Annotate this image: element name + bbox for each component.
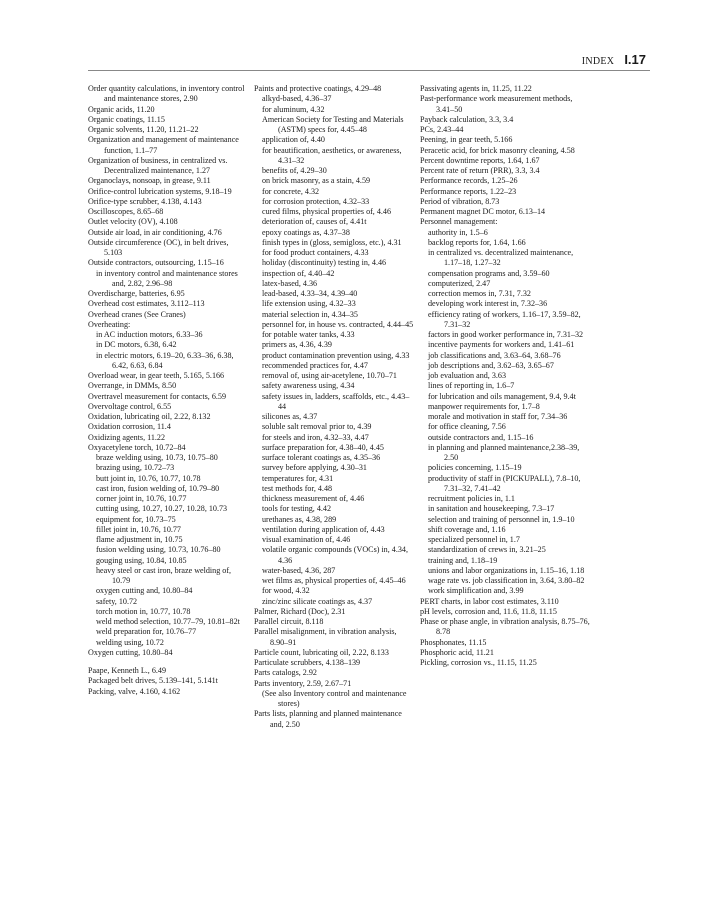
index-column-1 — [88, 84, 248, 697]
index-subentry: wet films as, physical properties of, 4.45–46 — [262, 576, 406, 585]
index-subentry: butt joint in, 10.76, 10.77, 10.78 — [96, 473, 201, 483]
index-subentry: factors in good worker performance in, 7.31–32 — [428, 330, 584, 339]
index-entry: Oscilloscopes, 8.65–68 — [88, 207, 164, 216]
index-subentry: for concrete, 4.32 — [262, 186, 320, 196]
index-entry: Percent rate of return (PRR), 3.3, 3.4 — [420, 166, 540, 175]
index-entry: Overhead cranes (See Cranes) — [88, 309, 186, 319]
index-subentry: weld method selection, 10.77–79, 10.81–82t — [96, 617, 240, 626]
index-entry: Passivating agents in, 11.25, 11.22 — [420, 84, 532, 93]
index-entry: Performance reports, 1.22–23 — [420, 186, 517, 196]
index-subentry: computerized, 2.47 — [428, 278, 491, 288]
index-subentry: in sanitation and housekeeping, 7.3–17 — [428, 504, 555, 514]
index-subentry: job classifications and, 3.63–64, 3.68–76 — [428, 350, 561, 360]
index-subentry: cured films, physical properties of, 4.46 — [262, 207, 392, 216]
index-subentry: brazing using, 10.72–73 — [96, 463, 175, 473]
index-subentry: surface tolerant coatings as, 4.35–36 — [262, 453, 381, 462]
index-subentry: fillet joint in, 10.76, 10.77 — [96, 524, 181, 534]
header-rule — [88, 70, 650, 71]
index-subentry: productivity of staff in (PICKUPALL), 7.8–10, 7.31–32, 7.41–42 — [428, 473, 581, 493]
index-subentry: manpower requirements for, 1.7–8 — [428, 401, 540, 411]
index-entry: Phosphoric acid, 11.21 — [420, 647, 494, 657]
index-entry: Pickling, corrosion vs., 11.15, 11.25 — [420, 658, 537, 667]
index-entry: Particle count, lubricating oil, 2.22, 8.133 — [254, 647, 389, 657]
index-subentry: in planning and planned maintenance,2.38–39, 2.50 — [428, 442, 580, 462]
index-entry: Overrange, in DMMs, 8.50 — [88, 381, 177, 391]
index-entry: Percent downtime reports, 1.64, 1.67 — [420, 155, 540, 165]
index-column-3 — [420, 84, 590, 668]
index-subentry: water-based, 4.36, 287 — [262, 565, 336, 575]
index-entry: Period of vibration, 8.73 — [420, 196, 500, 206]
index-subentry: weld preparation for, 10.76–77 — [96, 627, 197, 637]
index-entry: Permanent magnet DC motor, 6.13–14 — [420, 207, 546, 216]
index-subentry: fusion welding using, 10.73, 10.76–80 — [96, 545, 221, 555]
index-subentry: volatile organic compounds (VOCs) in, 4.34, 4.36 — [262, 545, 408, 565]
index-subentry: primers as, 4.36, 4.39 — [262, 340, 332, 350]
index-subentry: for wood, 4.32 — [262, 586, 310, 596]
index-subentry: cast iron, fusion welding of, 10.79–80 — [96, 483, 220, 493]
index-entry: Overvoltage control, 6.55 — [88, 401, 172, 411]
index-subentry: braze welding using, 10.73, 10.75–80 — [96, 453, 218, 462]
index-entry: PERT charts, in labor cost estimates, 3.110 — [420, 596, 559, 606]
index-subentry: alkyd-based, 4.36–37 — [262, 94, 332, 104]
index-subentry: welding using, 10.72 — [96, 637, 164, 647]
index-subentry: recruitment policies in, 1.1 — [428, 494, 515, 503]
index-subentry: training and, 1.18–19 — [428, 555, 498, 565]
header-index-label: INDEX — [581, 56, 615, 67]
index-entry: Parts inventory, 2.59, 2.67–71 — [254, 678, 352, 688]
index-entry: Paape, Kenneth L., 6.49 — [88, 666, 166, 675]
index-subentry: urethanes as, 4.38, 289 — [262, 514, 337, 524]
index-subentry: for food product containers, 4.33 — [262, 248, 369, 257]
index-subentry: in inventory control and maintenance stores and, 2.82, 2.96–98 — [96, 268, 238, 288]
index-entry: Overdischarge, batteries, 6.95 — [88, 289, 185, 298]
index-subentry: ventilation during application of, 4.43 — [262, 524, 385, 534]
index-subentry: job descriptions and, 3.62–63, 3.65–67 — [428, 360, 554, 370]
index-entry: Organization and management of maintenance function, 1.1–77 — [88, 135, 239, 155]
index-subentry: specialized personnel in, 1.7 — [428, 535, 520, 544]
index-entry: Packing, valve, 4.160, 4.162 — [88, 686, 181, 696]
index-subentry: developing work interest in, 7.32–36 — [428, 299, 548, 309]
index-entry: Oxygen cutting, 10.80–84 — [88, 647, 173, 657]
running-header — [582, 52, 646, 67]
index-subentry: corner joint in, 10.76, 10.77 — [96, 494, 187, 503]
index-subentry: on brick masonry, as a stain, 4.59 — [262, 176, 371, 186]
index-subentry: cutting using, 10.27, 10.27, 10.28, 10.73 — [96, 504, 228, 514]
index-entry: Oxidizing agents, 11.22 — [88, 432, 166, 442]
index-entry: Peracetic acid, for brick masonry cleaning, 4.58 — [420, 145, 575, 155]
index-entry: Phosphonates, 11.15 — [420, 637, 487, 647]
index-subentry: personnel for, in house vs. contracted, 4.44–45 — [262, 319, 414, 329]
index-entry: Organic coatings, 11.15 — [88, 114, 165, 124]
index-subentry: outside contractors and, 1.15–16 — [428, 432, 534, 442]
index-entry: Organic acids, 11.20 — [88, 104, 155, 114]
index-entry: Paints and protective coatings, 4.29–48 — [254, 84, 382, 93]
page-number: I.17 — [624, 52, 646, 67]
index-entry: Oxyacetylene torch, 10.72–84 — [88, 442, 186, 452]
index-entry: Outside contractors, outsourcing, 1.15–16 — [88, 258, 224, 268]
index-subentry: for beautification, aesthetics, or awareness, 4.31–32 — [262, 145, 402, 165]
index-subentry: torch motion in, 10.77, 10.78 — [96, 606, 191, 616]
index-entry: Overheating: — [88, 319, 131, 329]
index-subentry: test methods for, 4.48 — [262, 483, 333, 493]
index-entry: Palmer, Richard (Doc), 2.31 — [254, 606, 346, 616]
index-subentry: silicones as, 4.37 — [262, 412, 318, 421]
index-entry: Organization of business, in centralized vs. Decentralized maintenance, 1.27 — [88, 155, 228, 175]
index-entry: Organic solvents, 11.20, 11.21–22 — [88, 125, 199, 134]
index-subentry: for corrosion protection, 4.32–33 — [262, 196, 370, 206]
index-subentry: soluble salt removal prior to, 4.39 — [262, 422, 372, 432]
index-entry: pH levels, corrosion and, 11.6, 11.8, 11.15 — [420, 606, 557, 616]
index-subentry: recommended practices for, 4.47 — [262, 360, 368, 370]
index-subentry: correction memos in, 7.31, 7.32 — [428, 289, 531, 298]
index-entry: Outlet velocity (OV), 4.108 — [88, 217, 178, 227]
index-subentry: zinc/zinc silicate coatings as, 4.37 — [262, 596, 373, 606]
index-entry: Payback calculation, 3.3, 3.4 — [420, 114, 514, 124]
index-subentry: safety issues in, ladders, scaffolds, etc., 4.43–44 — [262, 391, 410, 411]
index-subentry: latex-based, 4.36 — [262, 278, 318, 288]
index-subentry: morale and motivation in staff for, 7.34–36 — [428, 412, 568, 421]
index-subentry: thickness measurement of, 4.46 — [262, 494, 365, 503]
index-entry: Overload wear, in gear teeth, 5.165, 5.166 — [88, 371, 225, 380]
index-subentry: policies concerning, 1.15–19 — [428, 463, 522, 473]
index-entry: Overhead cost estimates, 3.112–113 — [88, 299, 205, 309]
index-entry: Outside air load, in air conditioning, 4.76 — [88, 227, 222, 237]
index-subentry: shift coverage and, 1.16 — [428, 524, 506, 534]
index-subentry: authority in, 1.5–6 — [428, 227, 488, 237]
index-subentry: application of, 4.40 — [262, 135, 325, 145]
index-entry: Packaged belt drives, 5.139–141, 5.141t — [88, 676, 218, 686]
index-subentry: wage rate vs. job classification in, 3.64, 3.80–82 — [428, 576, 585, 585]
index-subentry: oxygen cutting and, 10.80–84 — [96, 586, 193, 596]
index-subentry: backlog reports for, 1.64, 1.66 — [428, 237, 526, 247]
index-subentry: tools for testing, 4.42 — [262, 504, 332, 514]
index-subentry: compensation programs and, 3.59–60 — [428, 268, 550, 278]
index-entry: Parts catalogs, 2.92 — [254, 668, 317, 678]
index-entry: Orifice-type scrubber, 4.138, 4.143 — [88, 196, 202, 206]
index-entry: Overtravel measurement for contacts, 6.59 — [88, 391, 226, 401]
index-subentry: incentive payments for workers and, 1.41–61 — [428, 340, 575, 350]
index-entry: Past-performance work measurement methods, 3.41–50 — [420, 94, 573, 114]
index-subentry: inspection of, 4.40–42 — [262, 268, 335, 278]
index-subentry: work simplification and, 3.99 — [428, 586, 524, 596]
index-subentry: job evaluation and, 3.63 — [428, 371, 506, 380]
index-subentry: standardization of crews in, 3.21–25 — [428, 545, 546, 555]
index-entry: Parts lists, planning and planned maintenance and, 2.50 — [254, 709, 402, 729]
index-subentry: selection and training of personnel in, 1.9–10 — [428, 514, 575, 524]
index-entry: Orifice-control lubrication systems, 9.18–19 — [88, 186, 232, 196]
index-subentry: for potable water tanks, 4.33 — [262, 330, 355, 339]
index-entry: Oxidation corrosion, 11.4 — [88, 422, 171, 432]
index-entry: Parallel misalignment, in vibration analysis, 8.90–91 — [254, 627, 397, 647]
index-entry: Peening, in gear teeth, 5.166 — [420, 135, 513, 145]
index-subentry: lines of reporting in, 1.6–7 — [428, 381, 515, 391]
index-subentry: benefits of, 4.29–30 — [262, 166, 327, 175]
index-subentry: epoxy coatings as, 4.37–38 — [262, 227, 350, 237]
index-subentry: surface preparation for, 4.38–40, 4.45 — [262, 442, 384, 452]
index-subentry: temperatures for, 4.31 — [262, 473, 334, 483]
index-subentry: for lubrication and oils management, 9.4, 9.4t — [428, 391, 576, 401]
index-subentry: for steels and iron, 4.32–33, 4.47 — [262, 432, 369, 442]
index-subentry: flame adjustment in, 10.75 — [96, 535, 183, 544]
index-subentry: gouging using, 10.84, 10.85 — [96, 555, 187, 565]
index-entry: Outside circumference (OC), in belt drives, 5.103 — [88, 237, 229, 257]
index-entry: Organoclays, nonsoap, in grease, 9.11 — [88, 176, 211, 186]
index-subentry: in electric motors, 6.19–20, 6.33–36, 6.38, 6.42, 6.63, 6.84 — [96, 350, 234, 370]
index-subentry: in AC induction motors, 6.33–36 — [96, 330, 203, 339]
index-subentry: in DC motors, 6.38, 6.42 — [96, 340, 177, 350]
index-subentry: visual examination of, 4.46 — [262, 535, 351, 544]
index-subentry: deterioration of, causes of, 4.41t — [262, 217, 367, 227]
index-subentry: for office cleaning, 7.56 — [428, 422, 506, 432]
index-subentry: (See also Inventory control and maintenance stores) — [262, 688, 407, 708]
index-subentry: safety, 10.72 — [96, 596, 138, 606]
index-subentry: material selection in, 4.34–35 — [262, 309, 358, 319]
index-subentry: in centralized vs. decentralized maintenance, 1.17–18, 1.27–32 — [428, 248, 574, 268]
index-subentry: efficiency rating of workers, 1.16–17, 3.59–82, 7.31–32 — [428, 309, 581, 329]
index-subentry: removal of, using air-acetylene, 10.70–71 — [262, 371, 397, 380]
index-entry: Personnel management: — [420, 217, 498, 227]
index-subentry: finish types in (gloss, semigloss, etc.), 4.31 — [262, 237, 402, 247]
index-subentry: lead-based, 4.33–34, 4.39–40 — [262, 289, 358, 298]
index-subentry: for aluminum, 4.32 — [262, 104, 325, 114]
index-entry: Performance records, 1.25–26 — [420, 176, 518, 186]
index-entry: Particulate scrubbers, 4.138–139 — [254, 658, 361, 667]
index-subentry: equipment for, 10.73–75 — [96, 514, 176, 524]
index-entry: Parallel circuit, 8.118 — [254, 617, 324, 626]
index-subentry: unions and labor organizations in, 1.15–16, 1.18 — [428, 565, 585, 575]
index-subentry: safety awareness using, 4.34 — [262, 381, 355, 391]
index-subentry: holiday (discontinuity) testing in, 4.46 — [262, 258, 387, 268]
index-subentry: life extension using, 4.32–33 — [262, 299, 356, 309]
index-subentry: heavy steel or cast iron, braze welding of, 10.79 — [96, 565, 232, 585]
index-subentry: product contamination prevention using, 4.33 — [262, 350, 410, 360]
index-subentry: survey before applying, 4.30–31 — [262, 463, 367, 473]
index-column-2 — [254, 84, 414, 730]
index-entry: Order quantity calculations, in inventory control and maintenance stores, 2.90 — [88, 84, 245, 104]
index-entry: Phase or phase angle, in vibration analysis, 8.75–76, 8.78 — [420, 617, 590, 637]
index-subentry: American Society for Testing and Materials (ASTM) specs for, 4.45–48 — [262, 114, 404, 134]
index-entry: Oxidation, lubricating oil, 2.22, 8.132 — [88, 412, 211, 421]
index-entry: PCs, 2.43–44 — [420, 125, 464, 134]
